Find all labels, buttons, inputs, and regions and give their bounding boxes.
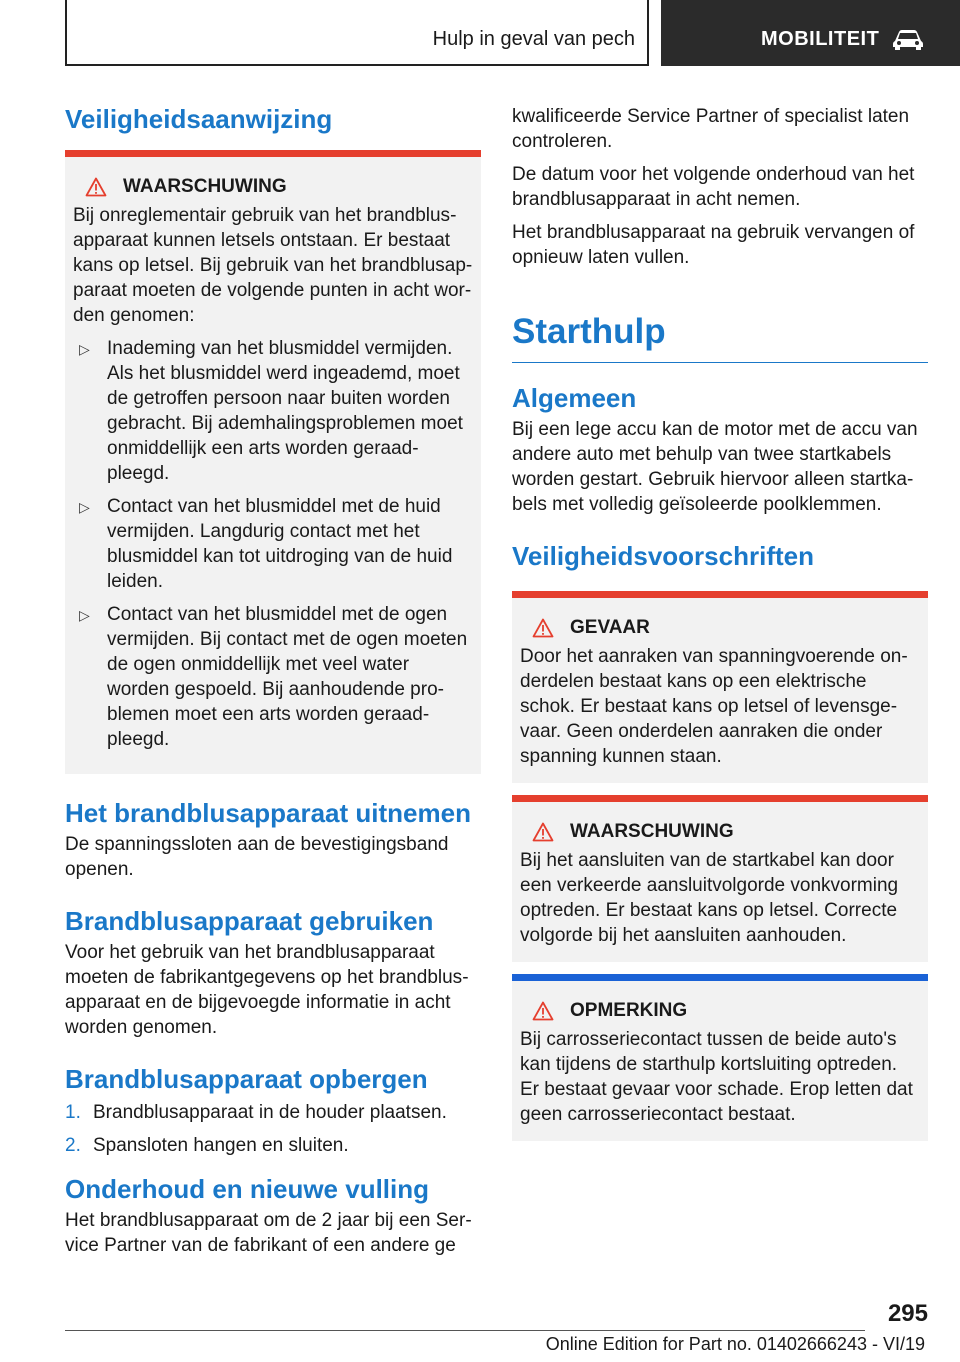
heading-remove: Het brandblusapparaat uitnemen: [65, 798, 471, 828]
warning-triangle-icon: [532, 618, 554, 638]
danger-text: Door het aanraken van spanningvoerende onderdelen bestaat kans op een elektrische schok. Er bestaat kans op letsel of levensgevaar. Geen onderdelen aanraken die onder spanning kunnen staan.: [520, 646, 908, 767]
header-section-title: Hulp in geval van pech: [432, 28, 635, 50]
header-divider-bottom: [65, 64, 649, 66]
triangle-bullet-icon: ▷: [79, 607, 90, 623]
page-number: 295: [887, 1300, 928, 1327]
warning-triangle-icon: [532, 822, 554, 842]
warning-text: Bij onreglementair gebruik van het brandblusapparaat kunnen letsels ontstaan. Er bestaat kans op letsel. Bij gebruik van het brandblusapparaat moeten de volgende punten in acht worden genomen:: [73, 205, 473, 326]
left-column: [65, 98, 481, 1258]
footer-divider: [65, 1330, 865, 1331]
maintenance-replace-text: Het brandblusapparaat na gebruik vervangen of opnieuw laten vullen.: [512, 222, 915, 268]
heading-safety-rules: Veiligheidsvoorschriften: [512, 541, 814, 571]
triangle-bullet-icon: ▷: [79, 499, 90, 515]
warning-text: Bij het aansluiten van de startkabel kan door een verkeerde aansluitvolgorde vonkvorming optreden. Er bestaat kans op letsel. Correcte volgorde bij het aansluiten aanhouden.: [520, 850, 899, 946]
page-header: [0, 0, 960, 66]
car-icon: [891, 27, 925, 51]
list-item: ▷ Inademing van het blusmiddel vermijden. Als het blusmiddel werd ingeademd, moet de getroffen persoon naar buiten worden gebracht. Bij ademhalingsproblemen moet onmiddellijk een arts worden geraadpleegd.: [79, 338, 463, 484]
list-item: ▷ Contact van het blusmiddel met de ogen vermijden. Bij contact met de ogen moeten de ogen onmiddellijk met veel water worden gespoeld. Bij aanhoudende problemen moet een arts worden geraadpleegd.: [79, 604, 468, 750]
warning-box-extinguisher: [65, 150, 481, 774]
header-divider-right: [647, 0, 649, 66]
warning-box-title: [520, 820, 920, 844]
right-column: [512, 104, 928, 1141]
notice-box: [512, 974, 928, 1141]
notice-label: OPMERKING: [570, 1000, 688, 1021]
heading-starthulp: Starthulp: [512, 310, 928, 363]
warning-box-startcable: [512, 795, 928, 962]
footer-edition: Online Edition for Part no. 01402666243 - VI/19: [545, 1334, 925, 1354]
danger-box-title: [520, 616, 920, 640]
heading-store: Brandblusapparaat opbergen: [65, 1064, 428, 1094]
heading-safety: Veiligheidsaanwijzing: [65, 104, 333, 134]
header-chapter-label: MOBILITEIT: [761, 28, 880, 50]
notice-box-title: [520, 999, 920, 1023]
list-item: 1. Brandblusapparaat in de houder plaatsen.: [65, 1102, 447, 1123]
warning-label: WAARSCHUWING: [570, 821, 734, 842]
danger-label: GEVAAR: [570, 617, 650, 638]
list-item: 2. Spansloten hangen en sluiten.: [65, 1135, 349, 1156]
maintenance-date-text: De datum voor het volgende onderhoud van het brandblusapparaat in acht nemen.: [512, 164, 915, 210]
remove-text: De spanningssloten aan de bevestigingsband openen.: [65, 834, 449, 880]
heading-general: Algemeen: [512, 383, 637, 413]
store-steps: [65, 1100, 481, 1158]
maintenance-text: Het brandblusapparaat om de 2 jaar bij een Service Partner van de fabrikant of een andere ge: [65, 1210, 472, 1256]
heading-use: Brandblusapparaat gebruiken: [65, 906, 434, 936]
warning-box-title: [73, 175, 473, 199]
use-text: Voor het gebruik van het brandblusapparaat moeten de fabrikantgegevens op het brandblusapparaat en de bijgevoegde informatie in acht worden genomen.: [65, 942, 469, 1038]
notice-text: Bij carrosseriecontact tussen de beide auto's kan tijdens de starthulp kortsluiting optreden. Er bestaat gevaar voor schade. Erop letten dat geen carrosseriecontact bestaat.: [520, 1029, 913, 1125]
general-text: Bij een lege accu kan de motor met de accu van andere auto met behulp van twee startkabels worden gestart. Gebruik hiervoor alleen startkabels met volledig geïsoleerde poolklemmen.: [512, 419, 918, 515]
warning-triangle-icon: [85, 177, 107, 197]
maintenance-text-cont: kwalificeerde Service Partner of specialist laten controleren.: [512, 106, 910, 152]
heading-maintenance: Onderhoud en nieuwe vulling: [65, 1174, 430, 1204]
header-chapter-tab[interactable]: [661, 0, 960, 66]
list-item: ▷ Contact van het blusmiddel met de huid vermijden. Langdurig contact met het blusmiddel kan tot uitdroging van de huid leiden.: [79, 496, 453, 592]
danger-box: [512, 591, 928, 783]
warning-triangle-icon: [532, 1001, 554, 1021]
triangle-bullet-icon: ▷: [79, 341, 90, 357]
warning-list: [73, 336, 473, 752]
warning-label: WAARSCHUWING: [123, 176, 287, 197]
